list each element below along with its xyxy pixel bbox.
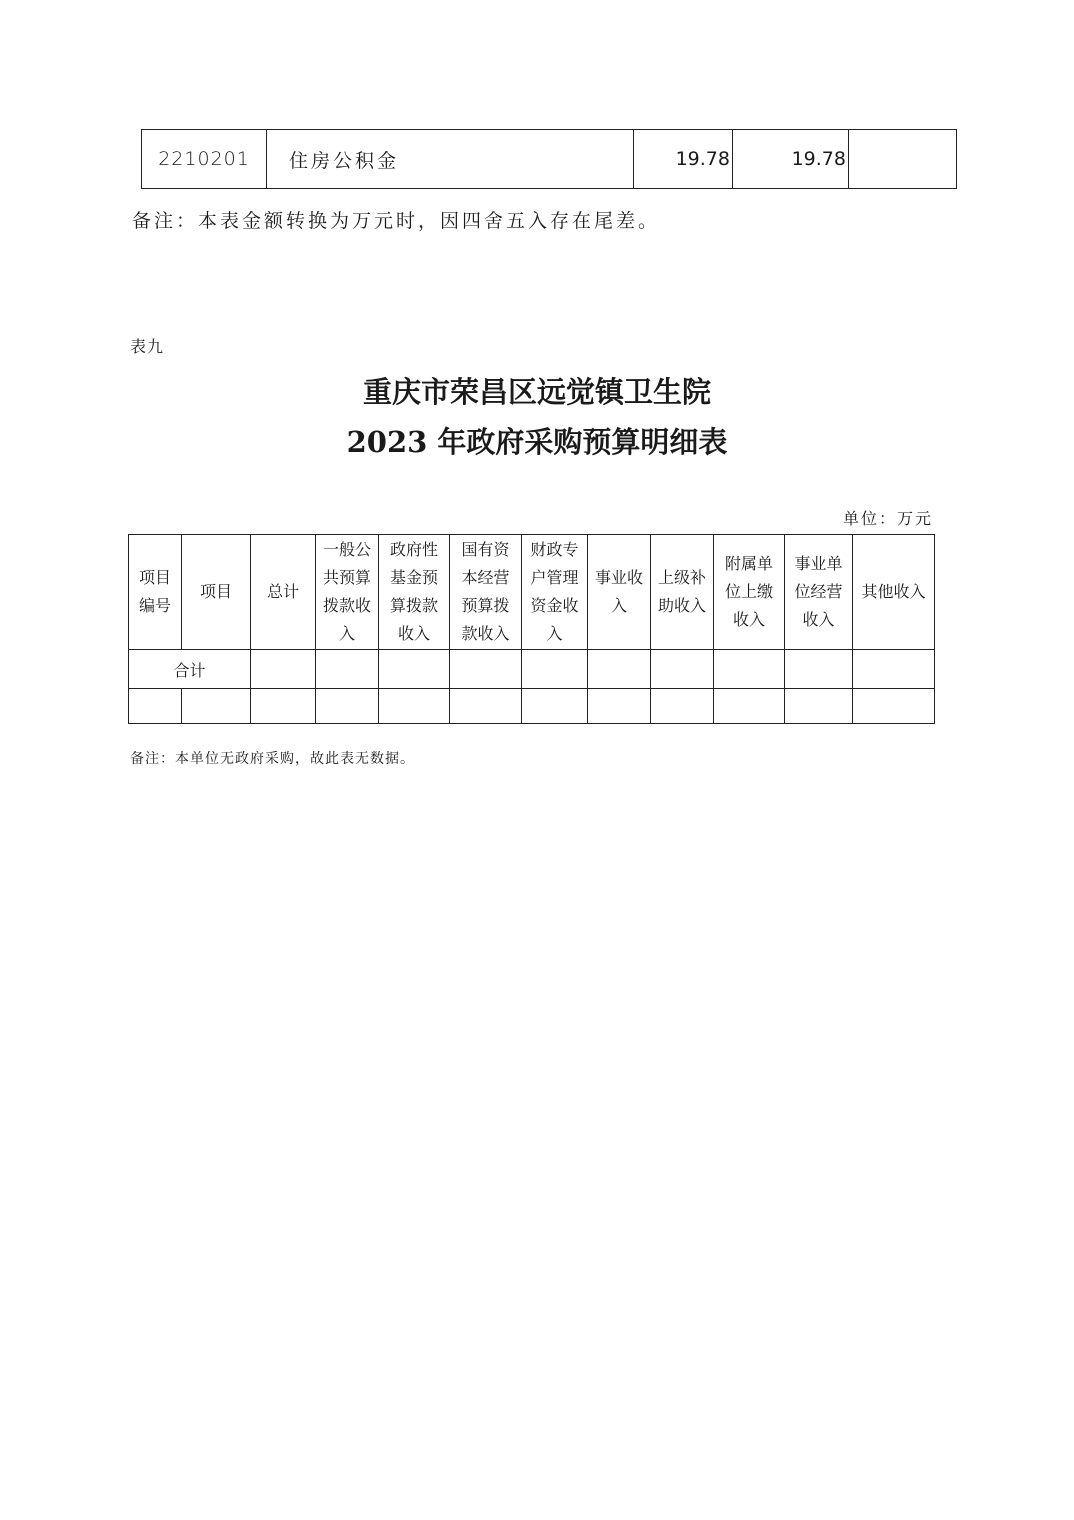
- header-item-code: 项目编号: [129, 535, 182, 650]
- table-number-label: 表九: [130, 337, 165, 356]
- table-cell: [251, 650, 316, 689]
- table-cell: [853, 650, 935, 689]
- table-cell: [651, 650, 714, 689]
- table-cell: [182, 689, 251, 724]
- header-row: [129, 535, 935, 650]
- table-cell: [251, 689, 316, 724]
- table-cell: [588, 689, 651, 724]
- amount-cell-2: 19.78: [733, 130, 849, 189]
- unit-label: 单位：万元: [843, 509, 934, 528]
- no-procurement-note: 备注：本单位无政府采购，故此表无数据。: [130, 751, 415, 767]
- header-affiliated-unit: 附属单位上缴收入: [714, 535, 785, 650]
- amount-cell-3: [849, 130, 957, 189]
- table-cell: [853, 689, 935, 724]
- header-superior-subsidy: 上级补助收入: [651, 535, 714, 650]
- page-title-line1: 重庆市荣昌区远觉镇卫生院: [362, 375, 711, 409]
- header-gov-fund: 政府性基金预算拨款收入: [379, 535, 450, 650]
- table-cell: [450, 689, 522, 724]
- subject-code-cell: 2210201: [142, 130, 267, 189]
- table-row: [142, 130, 957, 189]
- table-cell: [379, 689, 450, 724]
- table-cell: [714, 650, 785, 689]
- table-cell: [785, 689, 853, 724]
- rounding-note: 备注：本表金额转换为万元时，因四舍五入存在尾差。: [132, 210, 661, 232]
- table-cell: [379, 650, 450, 689]
- header-general-budget: 一般公共预算拨款收入: [316, 535, 379, 650]
- subject-name-cell: 住房公积金: [267, 130, 634, 189]
- header-total: 总计: [251, 535, 316, 650]
- header-business-income: 事业收入: [588, 535, 651, 650]
- table-cell: [316, 689, 379, 724]
- page-title-line2: 2023 年政府采购预算明细表: [346, 425, 728, 459]
- table-cell: [129, 689, 182, 724]
- table-row: [129, 689, 935, 724]
- total-row: [129, 650, 935, 689]
- table-cell: [316, 650, 379, 689]
- amount-cell-1: 19.78: [634, 130, 733, 189]
- table-cell: [785, 650, 853, 689]
- header-state-capital: 国有资本经营预算拨款收入: [450, 535, 522, 650]
- table-cell: [588, 650, 651, 689]
- top-fragment-table: [141, 129, 957, 189]
- table-cell: [714, 689, 785, 724]
- table-cell: [651, 689, 714, 724]
- table-cell: [450, 650, 522, 689]
- table-cell: [522, 650, 588, 689]
- table-cell: [522, 689, 588, 724]
- header-item: 项目: [182, 535, 251, 650]
- header-business-operation: 事业单位经营收入: [785, 535, 853, 650]
- total-label: 合计: [129, 650, 251, 689]
- header-special-account: 财政专户管理资金收入: [522, 535, 588, 650]
- procurement-budget-table: [128, 534, 935, 724]
- header-other-income: 其他收入: [853, 535, 935, 650]
